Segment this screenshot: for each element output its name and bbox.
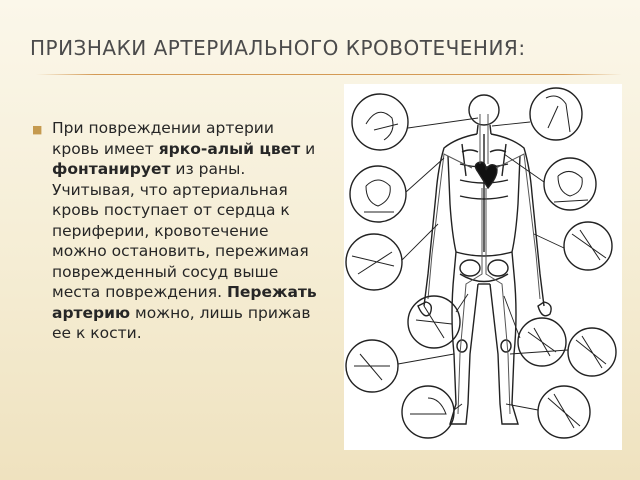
bullet-item xyxy=(34,118,324,344)
slide-title: ПРИЗНАКИ АРТЕРИАЛЬНОГО КРОВОТЕЧЕНИЯ: xyxy=(30,36,526,60)
bullet-text-part: из раны. Учитывая, что артериальная кровь поступает от сердца к периферии, кровотечение можно остановить, пережимая поврежденный сосуд выше места повреждения. xyxy=(52,160,309,301)
title-divider xyxy=(36,74,622,75)
bullet-bold-bright-red: ярко-алый цвет xyxy=(158,139,301,158)
bullet-text-part: и xyxy=(300,139,316,158)
arterial-pressure-points-illustration xyxy=(344,84,622,450)
bullet-text-part: можно, лишь прижав ее к кости. xyxy=(52,303,311,342)
hand-shapes xyxy=(418,302,551,316)
body-arteries-diagram xyxy=(344,84,622,450)
bullet-bold-press-artery: Пережать артерию xyxy=(52,283,317,322)
bullet-bold-gushes: фонтанирует xyxy=(52,160,171,178)
inset-details xyxy=(352,96,606,428)
bullet-text-part: При повреждении артерии кровь имеет xyxy=(52,119,274,158)
heart-shape xyxy=(475,162,497,188)
human-body-figure xyxy=(424,95,544,424)
bullet-text xyxy=(34,118,324,344)
inset-circles xyxy=(346,88,616,438)
square-bullet-icon: ■ xyxy=(32,123,43,136)
